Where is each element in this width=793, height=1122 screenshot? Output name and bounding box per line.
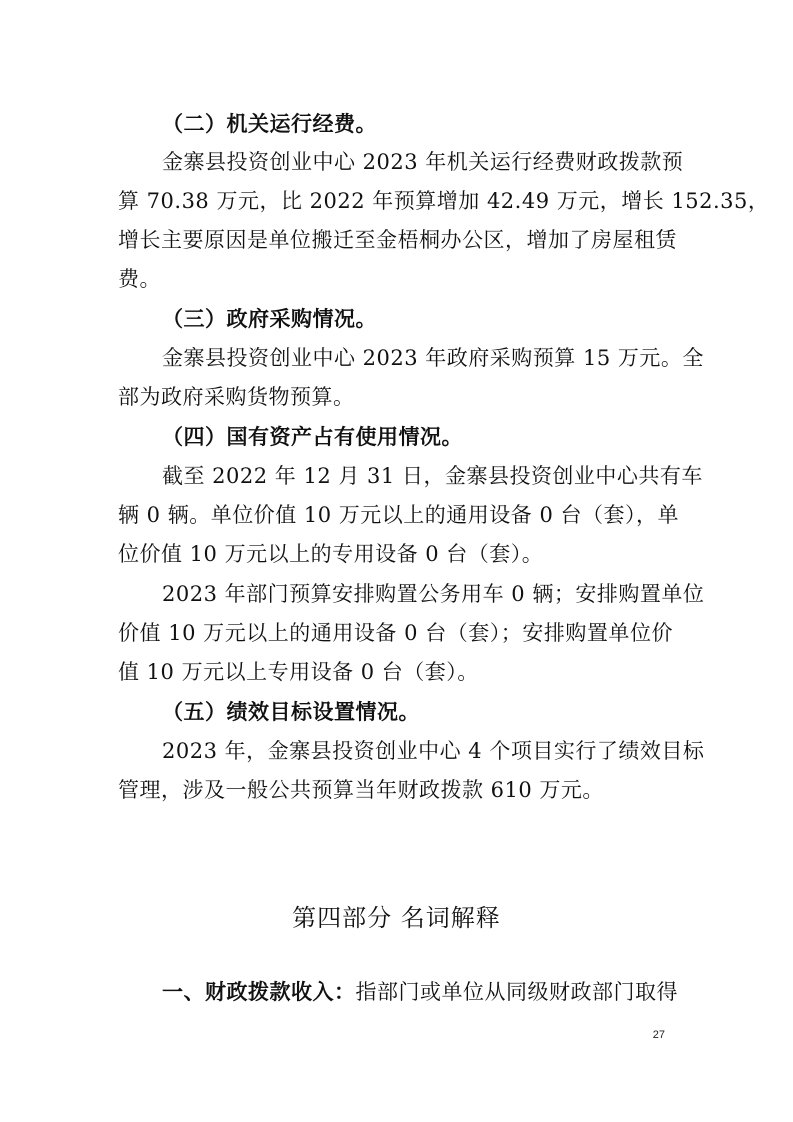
paragraph-line: 2023 年，金寨县投资创业中心 4 个项目实行了绩效目标 [162,739,705,763]
paragraph-line: 辆 0 辆。单位价值 10 万元以上的通用设备 0 台（套），单 [118,503,679,527]
section-heading-government-procurement: （三）政府采购情况。 [162,307,377,331]
paragraph-line: 2023 年部门预算安排购置公务用车 0 辆；安排购置单位 [162,582,705,606]
paragraph-line: 部为政府采购货物预算。 [118,385,355,409]
paragraph-line: 值 10 万元以上专用设备 0 台（套）。 [118,660,479,684]
definition-text: 指部门或单位从同级财政部门取得 [355,980,678,1004]
part-title: 第四部分 名词解释 [292,904,501,932]
paragraph-line: 位价值 10 万元以上的专用设备 0 台（套）。 [118,542,544,566]
page-number: 27 [652,1029,665,1041]
section-heading-operating-costs: （二）机关运行经费。 [162,112,377,136]
section-heading-state-assets: （四）国有资产占有使用情况。 [162,425,463,449]
paragraph-line: 管理，涉及一般公共预算当年财政拨款 610 万元。 [118,778,604,802]
paragraph-line: 金寨县投资创业中心 2023 年政府采购预算 15 万元。全 [162,346,704,370]
paragraph-line: 增长主要原因是单位搬迁至金梧桐办公区，增加了房屋租赁 [118,228,677,252]
paragraph-line: 截至 2022 年 12 月 31 日，金寨县投资创业中心共有车 [162,464,703,488]
paragraph-line: 价值 10 万元以上的通用设备 0 台（套）；安排购置单位价 [118,621,673,645]
paragraph-line: 费。 [118,267,161,291]
paragraph-line: 金寨县投资创业中心 2023 年机关运行经费财政拨款预 [162,150,684,174]
definition-line [162,978,678,1006]
definition-term: 一、财政拨款收入： [162,980,356,1004]
section-heading-performance-goals: （五）绩效目标设置情况。 [162,700,420,724]
paragraph-line: 算 70.38 万元，比 2022 年预算增加 42.49 万元，增长 152.35， [118,189,770,213]
